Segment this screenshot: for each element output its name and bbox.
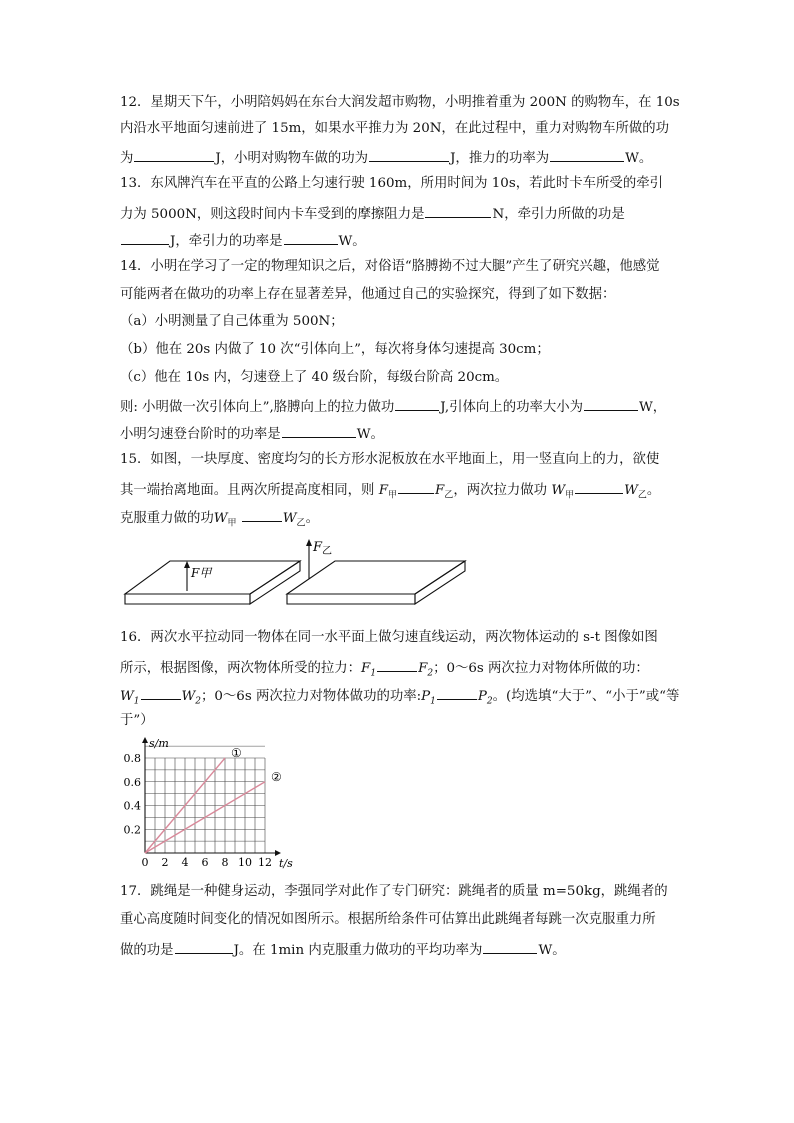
x-tick-label: 12 (258, 856, 272, 869)
series-label-1: ① (231, 746, 242, 760)
q14-blank-pullup-work (395, 395, 439, 411)
label-f-jia: F甲 (191, 566, 212, 580)
y-tick-label: 0.4 (123, 799, 141, 813)
q14-text: W。 (356, 427, 384, 442)
slab-right-side (415, 561, 465, 604)
q15-sub: 甲 (565, 490, 575, 501)
q14-item-b: （b）他在 20s 内做了 10 次“引体向上”，每次将身体匀速提高 30cm； (120, 342, 550, 357)
q16-blank-force (377, 656, 417, 672)
q15-blank-force (398, 478, 434, 494)
x-tick-label: 2 (161, 856, 169, 869)
q17-line1: 17．跳绳是一种健身运动，李强同学对此作了专门研究：跳绳者的质量 m=50kg，跳绳者的 (120, 884, 668, 899)
q16-text: ；0～6s 两次拉力对物体所做的功： (433, 661, 649, 676)
q13-text: J，牵引力的功率是 (170, 234, 283, 249)
q15-symbol-w: W (213, 511, 228, 526)
x-axis-arrow (275, 850, 281, 856)
q15-sub: 甲 (387, 490, 397, 501)
q14-line2: 可能两者在做功的功率上存在显著差异，他通过自己的实验探究，得到了如下数据： (120, 287, 616, 302)
q15-line1: 15．如图，一块厚度、密度均匀的长方形水泥板放在水平地面上，用一竖直向上的力，欲使 (120, 452, 660, 467)
q17-line2: 重心高度随时间变化的情况如图所示。根据所给条件可估算出此跳绳者每跳一次克服重力所 (120, 912, 656, 927)
x-tick-label: 4 (181, 856, 189, 869)
q15-blank-work (575, 478, 623, 494)
q15-symbol-f: F (378, 483, 388, 498)
q16-line2 (120, 656, 649, 684)
q16-symbol: P (421, 689, 431, 704)
q14-item-a: （a）小明测量了自己体重为 500N； (120, 314, 344, 329)
q13-text: 力为 5000N，则这段时间内卡车受到的摩擦阻力是 (120, 207, 425, 222)
q17-line3 (120, 938, 566, 961)
x-tick-label: 0 (141, 856, 149, 869)
q17-blank-power (483, 938, 537, 954)
q12-blank-power (550, 146, 624, 162)
q16-symbol: F (361, 661, 371, 676)
q15-sub: 乙 (296, 518, 306, 529)
q15-symbol-w: W (282, 511, 297, 526)
y-axis-label: s/m (149, 737, 169, 750)
q15-symbol-w: W (551, 483, 566, 498)
y-axis-arrow (142, 737, 148, 743)
x-tick-label: 6 (201, 856, 209, 869)
series-label-2: ② (271, 769, 282, 784)
y-tick-label: 0.8 (123, 752, 141, 765)
q15-sub: 乙 (637, 490, 647, 501)
q12-text: J，小明对购物车做的功为 (215, 151, 369, 166)
q14-line7 (120, 422, 384, 445)
q16-sub: 1 (370, 668, 377, 679)
q14-line6 (120, 395, 666, 418)
q12-line3 (120, 146, 652, 169)
q17-text: W。 (538, 943, 566, 958)
q12-line2: 内沿水平地面匀速前进了 15m，如果水平推力为 20N，在此过程中，重力对购物车所做的功 (120, 121, 670, 136)
x-axis-label: t/s (279, 857, 293, 870)
q15-text: 其一端抬离地面。且两次所提高度相同，则 (120, 483, 375, 498)
q15-sub: 甲 (227, 518, 237, 529)
q14-blank-pullup-power (584, 395, 638, 411)
q12-text: 为 (120, 151, 134, 166)
y-tick-label: 0.6 (123, 775, 141, 789)
q16-line1: 16．两次水平拉动同一物体在同一水平面上做匀速直线运动，两次物体运动的 s-t 图像如图 (120, 630, 658, 645)
q15-text: ，两次拉力做功 (453, 483, 548, 498)
q15-blank-gravity-work (242, 506, 282, 522)
q13-blank-power (284, 229, 338, 245)
q16-blank-power (437, 684, 477, 700)
q17-text: 做的功是 (120, 943, 174, 958)
q14-item-c: （c）他在 10s 内，匀速登上了 40 级台阶，每级台阶高 20cm。 (120, 370, 509, 385)
q16-text: 。(均选填“大于”、“小于”或“等 (492, 689, 680, 704)
q15-line2 (120, 478, 660, 506)
q16-blank-work (141, 684, 181, 700)
q15-text: 。 (305, 511, 319, 526)
q16-symbol: P (477, 689, 487, 704)
x-tick-label: 8 (221, 856, 229, 869)
slab-left-side (250, 561, 300, 604)
q16-sub: 2 (427, 668, 434, 679)
q16-line4: 于”） (120, 713, 154, 728)
y-tick-label: 0.2 (123, 823, 141, 837)
q14-text: 小明匀速登台阶时的功率是 (120, 427, 281, 442)
q16-sub: 2 (486, 696, 493, 707)
q14-text: J,引体向上的功率大小为 (440, 400, 584, 415)
slab-left-top (125, 561, 300, 594)
q12-line1: 12．星期天下午，小明陪妈妈在东台大润发超市购物，小明推着重为 200N 的购物车，在 10s (120, 95, 680, 110)
q15-symbol-f: F (435, 483, 445, 498)
q12-text: W。 (625, 151, 653, 166)
force-arrow-jia (184, 561, 190, 591)
q13-text: N，牵引力所做的功是 (492, 207, 625, 222)
force-arrow-yi (306, 539, 312, 579)
q17-blank-work (175, 938, 233, 954)
q16-text: 所示，根据图像，两次物体所受的拉力： (120, 661, 362, 676)
q16-sub: 1 (430, 696, 436, 707)
st-graph (110, 735, 310, 870)
x-tick-label: 10 (238, 856, 252, 869)
q14-text: 则: 小明做一次引体向上”,胳膊向上的拉力做功 (120, 400, 395, 415)
q16-sub: 1 (133, 696, 140, 707)
q13-blank-friction (425, 202, 491, 218)
q15-text: 。 (646, 483, 661, 498)
q14-line1: 14．小明在学习了一定的物理知识之后，对俗语“胳膊拗不过大腿”产生了研究兴趣，他感觉 (120, 259, 660, 274)
q14-blank-stairs-power (282, 422, 356, 438)
q15-line3 (120, 506, 319, 534)
q13-line1: 13．东风牌汽车在平直的公路上匀速行驶 160m，所用时间为 10s，若此时卡车所受的牵引 (120, 176, 663, 191)
q16-symbol: W (181, 689, 196, 704)
q12-text: J，推力的功率为 (450, 151, 550, 166)
q12-blank-push-work (369, 146, 449, 162)
label-f-yi: $F_乙$ (313, 540, 333, 557)
q13-blank-work (121, 229, 169, 245)
q16-line3 (120, 684, 679, 712)
slab-left-front (125, 594, 250, 604)
q13-line3 (120, 229, 366, 252)
q13-text: W。 (338, 234, 366, 249)
q12-blank-gravity-work (134, 146, 214, 162)
q16-symbol: F (418, 661, 428, 676)
slab-right-front (287, 594, 415, 604)
q16-text: ；0～6s 两次拉力对物体做功的功率: (201, 689, 422, 704)
q15-slab-figure (115, 535, 545, 615)
q14-text: W， (639, 400, 667, 415)
q15-text: 克服重力做的功 (120, 511, 214, 526)
q15-symbol-w: W (624, 483, 638, 498)
q17-text: J。在 1min 内克服重力做功的平均功率为 (233, 943, 483, 958)
q15-sub: 乙 (444, 490, 454, 501)
q13-line2 (120, 202, 625, 225)
q16-sub: 2 (195, 696, 201, 707)
q16-symbol: W (120, 689, 134, 704)
